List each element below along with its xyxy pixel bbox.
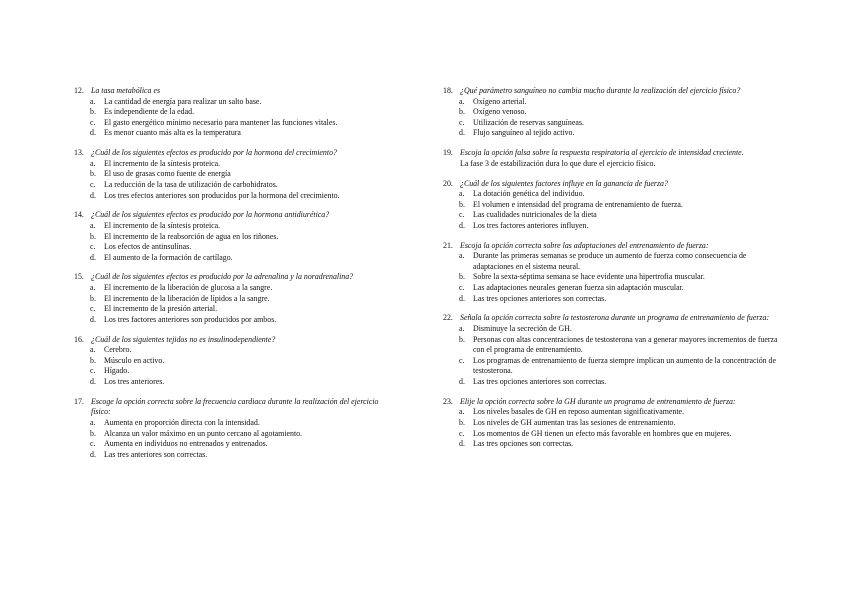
option-letter: c. [90,242,96,252]
option-text: Oxígeno arterial. [473,96,527,106]
option-letter: c. [459,210,465,220]
question-header [74,272,382,283]
option-letter: d. [90,377,96,386]
option-letter: a. [90,220,96,230]
option-text: Alcanza un valor máximo en un punto cercano al agotamiento. [104,428,303,438]
option-letter: b. [90,231,96,241]
answer-option [74,304,382,315]
answer-option [443,356,785,377]
option-text: Es independiente de la edad. [104,107,195,117]
option-letter: a. [90,96,96,106]
option-text: Los momentos de GH tienen un efecto más favorable en hombres que en mujeres. [473,428,732,438]
option-letter: b. [90,107,96,117]
question [443,397,785,450]
answer-option [443,283,785,294]
option-text: Los niveles de GH aumentan tras las sesiones de entrenamiento. [473,417,676,427]
answer-option [443,200,785,211]
answer-option [74,180,382,191]
answer-option [74,315,382,326]
question [74,272,382,325]
option-letter: d. [90,252,96,262]
question-text: Escoge la opción correcta sobre la frecuencia cardiaca durante la realización del ejercicio físico: [91,396,379,417]
answer-option [443,407,785,418]
option-text: Oxígeno venoso. [473,107,527,117]
option-letter: d. [90,314,96,324]
question [74,148,382,201]
option-letter: c. [459,283,465,293]
question-statement: La fase 3 de estabilización dura lo que dure el ejercicio físico. [460,158,656,168]
option-letter: c. [459,355,465,365]
answer-option [74,377,382,388]
answer-option [74,439,382,450]
option-text: Los tres factores anteriores son producidos por ambos. [104,314,277,324]
answer-option [443,97,785,108]
option-letter: d. [459,377,465,386]
question-text: ¿Cuál de los siguientes factores influye en la ganancia de fuerza? [460,178,668,188]
question [443,148,785,169]
option-letter: b. [459,199,465,209]
question-text: Elije la opción correcta sobre la GH durante un programa de entrenamiento de fuerza: [460,396,736,406]
question-header [443,241,785,252]
question-number: 14. [74,210,84,220]
option-text: Hígado. [104,366,130,376]
option-letter: a. [459,407,465,417]
answer-option [443,439,785,450]
option-letter: d. [90,449,96,459]
option-text: El incremento de la liberación de glucosa a la sangre. [104,283,273,293]
option-letter: c. [90,179,96,189]
question-text: Escoja la opción correcta sobre las adaptaciones del entrenamiento de fuerza: [460,240,709,250]
option-text: Los tres factores anteriores influyen. [473,220,589,230]
answer-option [74,221,382,232]
option-text: El incremento de la síntesis proteica. [104,220,221,230]
answer-option [74,418,382,429]
answer-option [443,107,785,118]
option-text: Los niveles basales de GH en reposo aumentan significativamente. [473,407,685,417]
option-letter: a. [459,251,465,261]
question-number: 15. [74,272,84,282]
question-number: 23. [443,396,453,406]
option-letter: b. [90,428,96,438]
option-text: Las adaptaciones neurales generan fuerza sin adaptación muscular. [473,283,684,293]
question-header [74,397,382,418]
answer-option [443,189,785,200]
option-text: El aumento de la formación de cartílago. [104,252,233,262]
option-text: La cantidad de energía para realizar un salto base. [104,96,262,106]
question-number: 13. [74,148,84,158]
left-column [74,86,382,470]
option-letter: a. [90,417,96,427]
option-text: El incremento de la liberación de lípidos a la sangre. [104,293,270,303]
question-text: ¿Cuál de los siguientes tejidos no es insulinodependiente? [91,334,276,344]
question-text: ¿Cuál de los siguientes efectos es producido por la hormona antidiurética? [91,210,330,220]
option-text: Flujo sanguíneo al tejido activo. [473,128,575,138]
question-text: La tasa metabólica es [91,86,161,95]
answer-option [443,377,785,388]
option-text: El incremento de la reabsorción de agua en los riñones. [104,231,279,241]
option-letter: d. [459,128,465,138]
answer-option [74,356,382,367]
answer-option [443,335,785,356]
answer-option [74,429,382,440]
question-header [74,86,382,97]
question [443,313,785,387]
question [443,241,785,305]
right-column [443,86,785,459]
answer-option [443,272,785,283]
option-letter: a. [459,96,465,106]
question [443,86,785,139]
question [74,210,382,263]
question-number: 12. [74,86,84,95]
answer-option [74,242,382,253]
answer-option [74,283,382,294]
question [74,335,382,388]
question-number: 18. [443,86,453,95]
answer-option [74,232,382,243]
option-letter: d. [90,128,96,138]
answer-option [74,253,382,264]
option-letter: d. [90,190,96,200]
option-letter: b. [459,334,465,344]
option-text: Las tres opciones anteriores son correctas. [473,293,607,303]
option-text: Las tres anteriores son correctas. [104,449,208,459]
question-number: 19. [443,148,453,158]
option-text: Sobre la sexta-séptima semana se hace evidente una hipertrofia muscular. [473,272,705,282]
answer-option [443,128,785,139]
option-letter: b. [90,169,96,179]
option-letter: a. [90,283,96,293]
answer-option [443,221,785,232]
option-text: Las tres opciones anteriores son correctas. [473,377,607,386]
option-letter: d. [459,293,465,303]
question [443,179,785,232]
answer-option [74,107,382,118]
question-number: 22. [443,313,453,323]
option-letter: a. [90,158,96,168]
option-letter: b. [459,272,465,282]
option-text: Los efectos de antinsulínas. [104,242,192,252]
option-text: El uso de grasas como fuente de energía [104,169,231,179]
answer-option [443,418,785,429]
question-text: ¿Cuál de los siguientes efectos es producido por la hormona del crecimiento? [91,148,337,158]
option-text: El incremento de la síntesis proteica. [104,158,221,168]
option-letter: a. [459,189,465,199]
option-text: Cerebro. [104,345,132,355]
option-text: Músculo en activo. [104,355,165,365]
answer-option [443,251,785,272]
question-header [443,397,785,408]
option-letter: c. [90,366,96,376]
question-header [74,148,382,159]
option-text: Los programas de entrenamiento de fuerza siempre implican un aumento de la concentración de testosterona. [473,355,777,376]
option-text: Durante las primeras semanas se produce un aumento de fuerza como consecuencia de adaptaciones en el sistema neural. [473,251,747,271]
answer-option [74,97,382,108]
answer-option [74,118,382,129]
answer-option [74,169,382,180]
option-letter: c. [90,304,96,314]
question-number: 21. [443,240,453,250]
question-header [443,313,785,324]
question-text: ¿Qué parámetro sanguíneo no cambia mucho durante la realización del ejercicio físico? [460,86,741,95]
question-text: Señala la opción correcta sobre la testosterona durante un programa de entrenamiento de fuerza: [460,313,770,323]
answer-option [74,128,382,139]
option-letter: b. [459,107,465,117]
option-text: El volumen e intensidad del programa de entrenamiento de fuerza. [473,199,683,209]
option-text: El gasto energético mínimo necesario para mantener las funciones vitales. [104,117,338,127]
option-text: Personas con altas concentraciones de testosterona van a generar mayores incrementos de fuerza con el programa de entrenamiento. [473,334,778,355]
option-letter: d. [459,439,465,449]
answer-option [74,366,382,377]
question-header [443,179,785,190]
option-text: Los tres anteriores. [104,377,165,386]
answer-option [74,345,382,356]
question-header [74,335,382,346]
question-number: 20. [443,178,453,188]
question-header [74,210,382,221]
option-text: La dotación genética del individuo. [473,189,585,199]
option-letter: b. [90,355,96,365]
option-letter: c. [90,117,96,127]
option-letter: c. [459,117,465,127]
question-number: 16. [74,334,84,344]
option-text: Es menor cuanto más alta es la temperatura [104,128,241,138]
question-header [443,148,785,159]
answer-option [443,294,785,305]
option-text: Las cualidades nutricionales de la dieta [473,210,597,220]
question-text: ¿Cuál de los siguientes efectos es producido por la adrenalina y la noradrenalina? [91,272,354,282]
option-letter: d. [459,220,465,230]
answer-option [74,450,382,461]
option-text: Aumenta en proporción directa con la intensidad. [104,417,260,427]
question-header [443,86,785,97]
answer-option [74,191,382,202]
option-letter: c. [90,439,96,449]
option-letter: b. [90,293,96,303]
option-text: Aumenta en individuos no entrenados y entrenados. [104,439,268,449]
answer-option [443,210,785,221]
option-text: Los tres efectos anteriores son producidos por la hormona del crecimiento. [104,190,340,200]
option-text: El incremento de la presión arterial. [104,304,218,314]
answer-option [443,118,785,129]
question [74,397,382,461]
option-text: Las tres opciones son correctas. [473,439,574,449]
question-text: Escoja la opción falsa sobre la respuesta respiratoria al ejercicio de intensidad creciente. [460,148,744,158]
answer-option [74,159,382,170]
answer-option [443,324,785,335]
question-number: 17. [74,396,84,406]
answer-option [74,294,382,305]
option-letter: a. [459,324,465,334]
option-text: Utilización de reservas sanguíneas. [473,117,584,127]
option-letter: a. [90,345,96,355]
option-letter: b. [459,417,465,427]
question [74,86,382,139]
option-letter: c. [459,428,465,438]
answer-option [443,429,785,440]
option-text: La reducción de la tasa de utilización de carbohidratos. [104,179,278,189]
option-text: Disminuye la secreción de GH. [473,324,572,334]
